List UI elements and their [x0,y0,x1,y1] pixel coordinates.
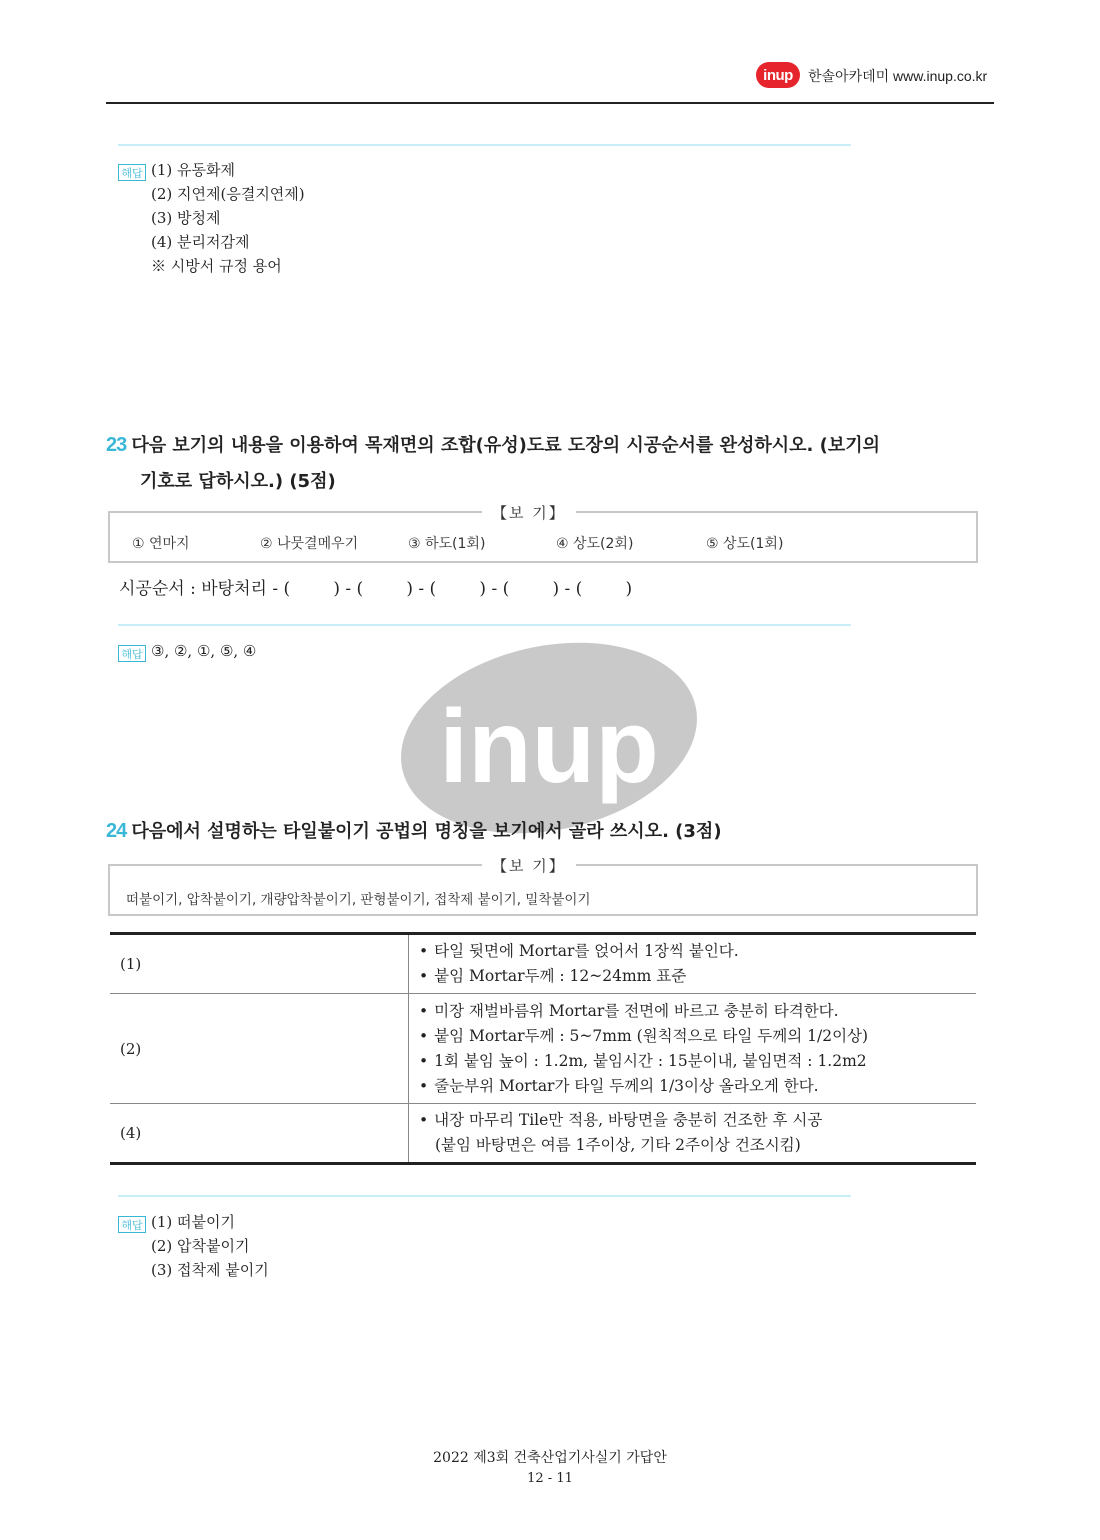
q23-text-line1: 다음 보기의 내용을 이용하여 목재면의 조합(유성)도료 도장의 시공순서를 완성하시오. (보기의 [131,435,881,456]
q24-text: 다음에서 설명하는 타일붙이기 공법의 명칭을 보기에서 골라 쓰시오. (3점) [131,821,722,842]
footer-title: 2022 제3회 건축산업기사실기 가답안 [433,1450,667,1466]
q23-answer: ③, ②, ①, ⑤, ④ [151,642,257,660]
q24-number: 24 [106,820,127,842]
table-row-body [409,994,977,1104]
table-row-body [409,1104,977,1164]
q24-answer-2: (2) 압착붙이기 [151,1237,250,1255]
list-item: • 1회 붙임 높이 : 1.2m, 붙임시간 : 15분이내, 붙임면적 : 1.2m2 [419,1051,867,1070]
q24-answer-block [118,1212,146,1236]
list-item: • 붙임 Mortar두께 : 12~24mm 표준 [419,967,687,985]
q24-answer-3: (3) 접착제 붙이기 [151,1261,269,1279]
q22-answer-4: (4) 분리저감제 [151,233,250,251]
q23-question [106,431,880,457]
q23-number: 23 [106,434,127,456]
table-row-body [409,934,977,994]
table-row [110,994,976,1104]
answer-tag: 해답 [118,1216,146,1233]
q24-question [106,817,722,843]
q24-box-title: 【보 기】 [482,855,576,876]
page-number: 12 - 11 [527,1471,573,1486]
list-item-continuation: (붙임 바탕면은 여름 1주이상, 기타 2주이상 건조시킴) [435,1136,801,1154]
q23-box-title: 【보 기】 [482,502,576,523]
inup-logo: inup [756,62,800,88]
answer-divider [118,144,851,146]
answer-tag: 해답 [118,645,146,662]
list-item: • 미장 재벌바름위 Mortar를 전면에 바르고 충분히 타격한다. [419,1001,839,1020]
inup-watermark [396,642,702,834]
q24-options-text: 떠붙이기, 압착붙이기, 개량압착붙이기, 판형붙이기, 접착제 붙이기, 밀착붙이기 [126,892,591,908]
q22-answer-2: (2) 지연제(응결지연제) [151,185,305,203]
watermark-text: inup [439,689,659,805]
q23-text-line2: 기호로 답하시오.) (5점) [140,471,336,492]
q23-option-3: ③ 하도(1회) [408,536,486,552]
q23-answer-block [118,641,146,665]
q22-answer-block [118,160,146,184]
table-row [110,934,976,994]
table-row-label: (4) [110,1104,409,1164]
q23-sequence: 시공순서 : 바탕처리 - ( ) - ( ) - ( ) - ( ) - ( ) [119,579,633,599]
answer-divider [118,1195,851,1197]
q22-answer-3: (3) 방청제 [151,209,221,227]
list-item: • 타일 뒷면에 Mortar를 얹어서 1장씩 붙인다. [419,942,739,960]
q22-note: ※ 시방서 규정 용어 [151,257,282,275]
q24-answer-1: (1) 떠붙이기 [151,1213,235,1231]
q23-option-1: ① 연마지 [132,536,190,552]
q24-description-table [110,932,976,1165]
header-rule [106,102,994,104]
q22-answer-1: (1) 유동화제 [151,161,235,179]
list-item: • 내장 마무리 Tile만 적용, 바탕면을 충분히 건조한 후 시공 [419,1111,823,1129]
brand-text: 한솔아카데미 www.inup.co.kr [808,68,988,84]
list-item: • 줄눈부위 Mortar가 타일 두께의 1/3이상 올라오게 한다. [419,1076,819,1095]
table-row [110,1104,976,1164]
table-row-label: (1) [110,934,409,994]
answer-tag: 해답 [118,164,146,181]
q23-option-2: ② 나뭇결메우기 [260,536,359,552]
q23-option-5: ⑤ 상도(1회) [706,536,784,552]
q23-option-4: ④ 상도(2회) [556,536,634,552]
table-row-label: (2) [110,994,409,1104]
answer-divider [118,624,851,626]
list-item: • 붙임 Mortar두께 : 5~7mm (원칙적으로 타일 두께의 1/2이상) [419,1026,869,1045]
